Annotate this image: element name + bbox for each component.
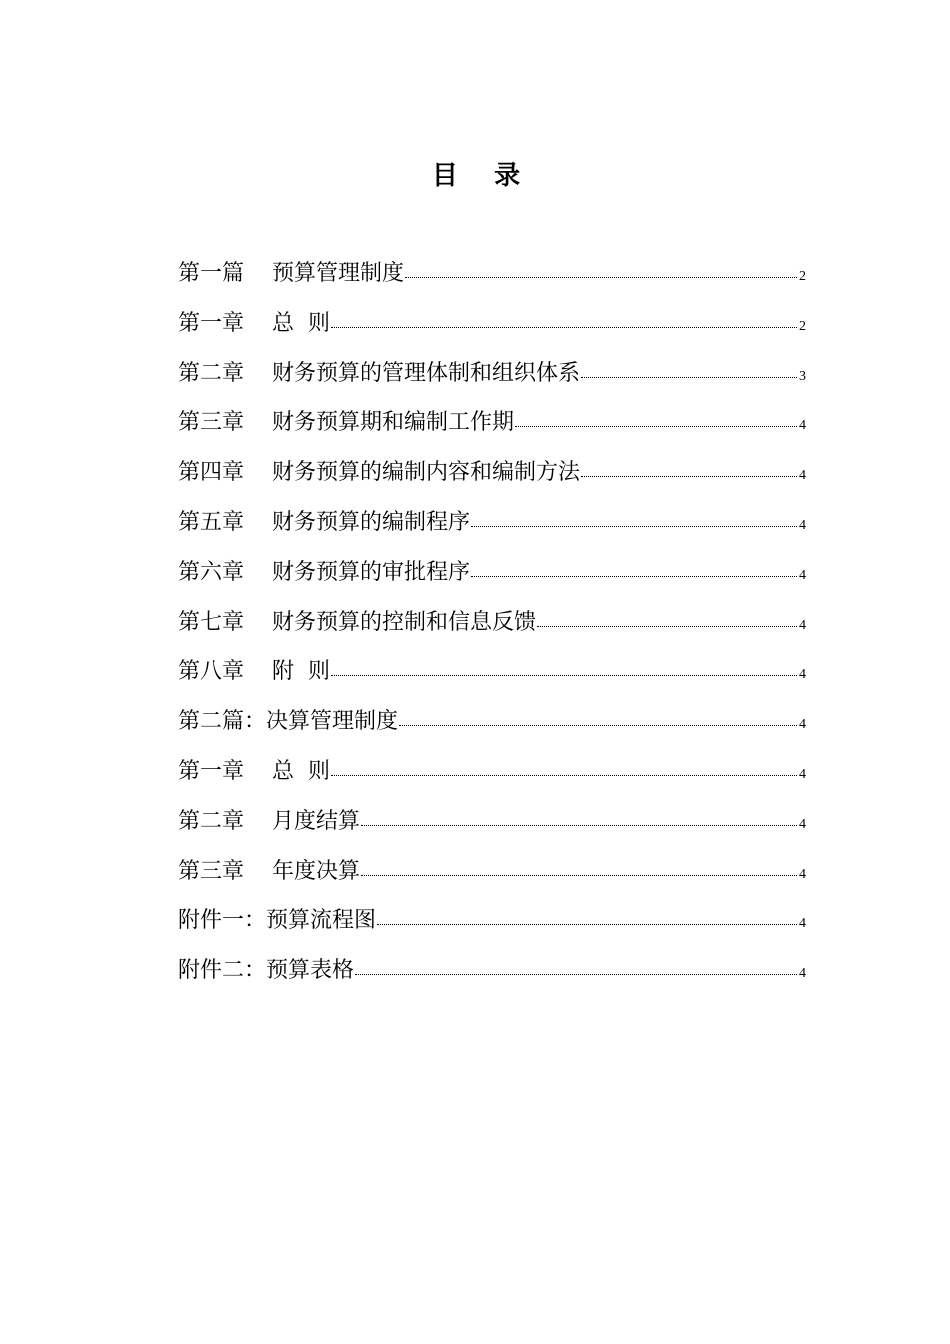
- toc-entry[interactable]: [178, 555, 806, 605]
- toc-dot-leader: [515, 426, 797, 427]
- page-title: 目 录: [431, 161, 521, 191]
- toc-page-number: 4: [799, 418, 806, 434]
- toc-entry-label: 第一章 总 则: [178, 758, 330, 784]
- toc-dot-leader: [377, 924, 797, 925]
- toc-page-number: 2: [799, 318, 806, 334]
- toc-dot-leader: [405, 277, 797, 278]
- toc-entry[interactable]: [178, 505, 806, 555]
- toc-dot-leader: [399, 725, 797, 726]
- toc-dot-leader: [581, 476, 797, 477]
- toc-entry-label: 附件一：预算流程图: [178, 908, 377, 934]
- toc-entry-label: 第二章 月度结算: [178, 808, 360, 834]
- toc-entry-label: 第六章 财务预算的审批程序: [178, 559, 470, 585]
- toc-page-number: 4: [799, 866, 806, 882]
- toc-dot-leader: [331, 775, 797, 776]
- toc-page-number: 4: [799, 816, 806, 832]
- toc-entry[interactable]: [178, 854, 806, 904]
- toc-page-number: 4: [799, 567, 806, 583]
- toc-page-number: 4: [799, 617, 806, 633]
- toc-page-number: 4: [799, 717, 806, 733]
- toc-page-number: 4: [799, 916, 806, 932]
- toc-entry[interactable]: [178, 654, 806, 704]
- toc-entry[interactable]: [178, 256, 806, 306]
- table-of-contents: [178, 256, 806, 1003]
- toc-entry-label: 第七章 财务预算的控制和信息反馈: [178, 609, 536, 635]
- toc-entry[interactable]: [178, 903, 806, 953]
- toc-dot-leader: [355, 974, 797, 975]
- toc-entry[interactable]: [178, 704, 806, 754]
- toc-entry[interactable]: [178, 953, 806, 1003]
- toc-page-number: 4: [799, 468, 806, 484]
- toc-page-number: 4: [799, 517, 806, 533]
- toc-dot-leader: [471, 526, 797, 527]
- toc-dot-leader: [361, 825, 797, 826]
- toc-dot-leader: [537, 626, 797, 627]
- toc-entry-label: 第八章 附 则: [178, 659, 330, 685]
- toc-entry-label: 第一篇 预算管理制度: [178, 261, 404, 286]
- toc-page-number: 3: [799, 368, 806, 384]
- toc-entry-label: 第三章 年度决算: [178, 858, 360, 884]
- toc-entry[interactable]: [178, 405, 806, 455]
- toc-entry-label: 附件二：预算表格: [178, 958, 355, 984]
- toc-dot-leader: [581, 377, 797, 378]
- toc-dot-leader: [471, 576, 797, 577]
- toc-page-number: 4: [799, 966, 806, 982]
- toc-dot-leader: [331, 327, 797, 328]
- toc-entry-label: 第四章 财务预算的编制内容和编制方法: [178, 460, 580, 486]
- toc-page-number: 2: [799, 269, 806, 284]
- toc-page-number: 4: [799, 766, 806, 782]
- toc-entry-label: 第二章 财务预算的管理体制和组织体系: [178, 360, 580, 386]
- toc-entry-label: 第二篇：决算管理制度: [178, 709, 399, 735]
- toc-entry-label: 第三章 财务预算期和编制工作期: [178, 410, 514, 436]
- toc-entry[interactable]: [178, 754, 806, 804]
- toc-entry[interactable]: [178, 804, 806, 854]
- toc-entry-label: 第五章 财务预算的编制程序: [178, 509, 470, 535]
- toc-page-number: 4: [799, 667, 806, 683]
- toc-entry[interactable]: [178, 455, 806, 505]
- toc-entry[interactable]: [178, 356, 806, 406]
- toc-dot-leader: [331, 675, 797, 676]
- toc-entry-label: 第一章 总 则: [178, 310, 330, 336]
- toc-entry[interactable]: [178, 306, 806, 356]
- toc-entry[interactable]: [178, 605, 806, 655]
- toc-dot-leader: [361, 875, 797, 876]
